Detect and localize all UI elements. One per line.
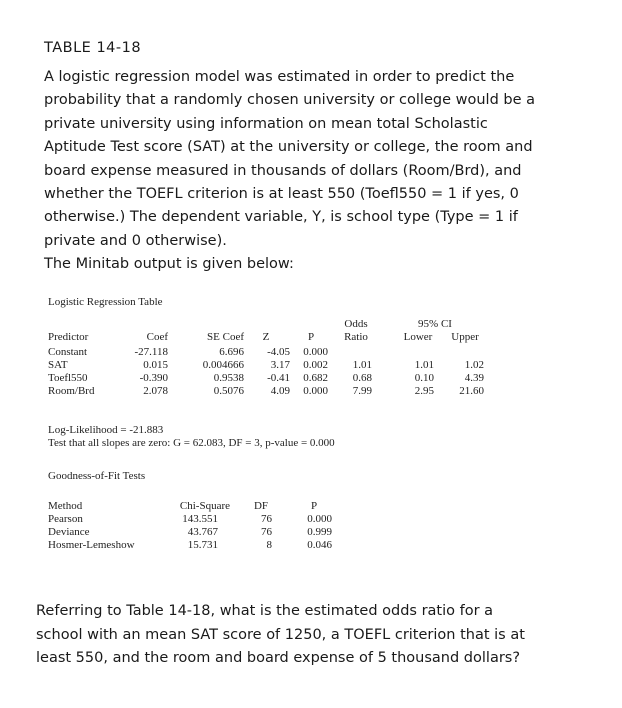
table-row-odds: 0.68: [352, 372, 372, 384]
intro-line: board expense measured in thousands of dollars (Room/Brd), and: [44, 162, 522, 179]
intro-line: A logistic regression model was estimated in order to predict the: [44, 69, 515, 85]
table-row-se-coef: 0.004666: [202, 359, 244, 371]
table-row-p: 0.682: [303, 372, 328, 384]
p-header: P: [310, 500, 318, 512]
table-row-predictor: Constant: [48, 346, 88, 358]
question-line: least 550, and the room and board expense of 5 thousand dollars?: [36, 650, 521, 667]
table-row-se-coef: 0.5076: [213, 385, 244, 397]
table-row-df: 8: [266, 539, 272, 551]
table-row-coef: -0.390: [139, 372, 168, 384]
table-row-p: 0.000: [303, 346, 328, 358]
intro-line: Aptitude Test score (SAT) at the university or college, the room and: [44, 139, 533, 156]
intro-line: probability that a randomly chosen university or college would be a: [44, 92, 535, 109]
question-line: school with an mean SAT score of 1250, a TOEFL criterion that is at: [36, 626, 525, 643]
predictor-header: Predictor: [48, 331, 89, 343]
z-header: Z: [262, 331, 270, 343]
table-row-predictor: SAT: [48, 359, 68, 371]
table-row-lower: 0.10: [414, 372, 434, 384]
chi-square-header: Chi-Square: [179, 500, 230, 512]
table-row-df: 76: [261, 526, 272, 538]
table-row-method: Pearson: [48, 513, 83, 525]
logistic-table-title: Logistic Regression Table: [48, 296, 163, 308]
p-header: P: [307, 331, 315, 343]
table-row-p: 0.046: [307, 539, 332, 551]
table-row-z: -0.41: [267, 372, 290, 384]
intro-line: otherwise.) The dependent variable, Y, is school type (Type = 1 if: [44, 209, 518, 226]
table-row-predictor: Room/Brd: [48, 385, 95, 397]
table-row-chi-square: 43.767: [187, 526, 218, 538]
table-row-lower: 2.95: [414, 385, 434, 397]
table-row-method: Deviance: [48, 526, 90, 538]
table-row-coef: 0.015: [143, 359, 168, 371]
table-row-upper: 1.02: [464, 359, 484, 371]
se-coef-header: SE Coef: [207, 331, 244, 343]
table-row-lower: 1.01: [414, 359, 434, 371]
intro-line: The Minitab output is given below:: [44, 256, 294, 273]
method-header: Method: [48, 500, 83, 512]
upper-header: Upper: [451, 331, 479, 343]
table-row-predictor: Toefl550: [48, 372, 88, 384]
table-row-z: 3.17: [270, 359, 290, 371]
odds-header-bottom: Ratio: [344, 331, 368, 343]
lower-header: Lower: [403, 331, 433, 343]
table-row-odds: 7.99: [352, 385, 372, 397]
intro-line: private and 0 otherwise).: [44, 232, 227, 249]
gof-title: Goodness-of-Fit Tests: [48, 470, 146, 482]
ci-header: 95% CI: [418, 318, 452, 330]
intro-paragraph: [44, 66, 592, 277]
df-header: DF: [253, 500, 269, 512]
table-row-z: -4.05: [267, 346, 290, 358]
table-row-p: 0.999: [307, 526, 332, 538]
table-label: TABLE 14-18: [44, 40, 142, 56]
odds-header-top: Odds: [344, 318, 368, 330]
table-row-se-coef: 0.9538: [213, 372, 244, 384]
table-row-chi-square: 15.731: [187, 539, 218, 551]
question-line: Referring to Table 14-18, what is the estimated odds ratio for a: [36, 603, 494, 619]
table-row-z: 4.09: [270, 385, 290, 397]
log-likelihood: Log-Likelihood = -21.883: [48, 424, 164, 436]
table-row-p: 0.000: [307, 513, 332, 525]
table-row-chi-square: 143.551: [182, 513, 218, 525]
table-row-odds: 1.01: [352, 359, 372, 371]
table-row-se-coef: 6.696: [219, 346, 244, 358]
table-row-p: 0.000: [303, 385, 328, 397]
slopes-test: Test that all slopes are zero: G = 62.083, DF = 3, p-value = 0.000: [48, 437, 335, 449]
coef-header: Coef: [146, 331, 168, 343]
table-row-upper: 21.60: [459, 385, 484, 397]
table-row-method: Hosmer-Lemeshow: [48, 539, 135, 551]
table-row-coef: 2.078: [143, 385, 168, 397]
table-row-coef: -27.118: [134, 346, 168, 358]
table-row-df: 76: [261, 513, 272, 525]
question-paragraph: [36, 600, 596, 671]
table-row-upper: 4.39: [464, 372, 484, 384]
intro-line: whether the TOEFL criterion is at least 550 (Toefl550 = 1 if yes, 0: [44, 186, 519, 203]
intro-line: private university using information on mean total Scholastic: [44, 115, 488, 132]
table-row-p: 0.002: [303, 359, 328, 371]
